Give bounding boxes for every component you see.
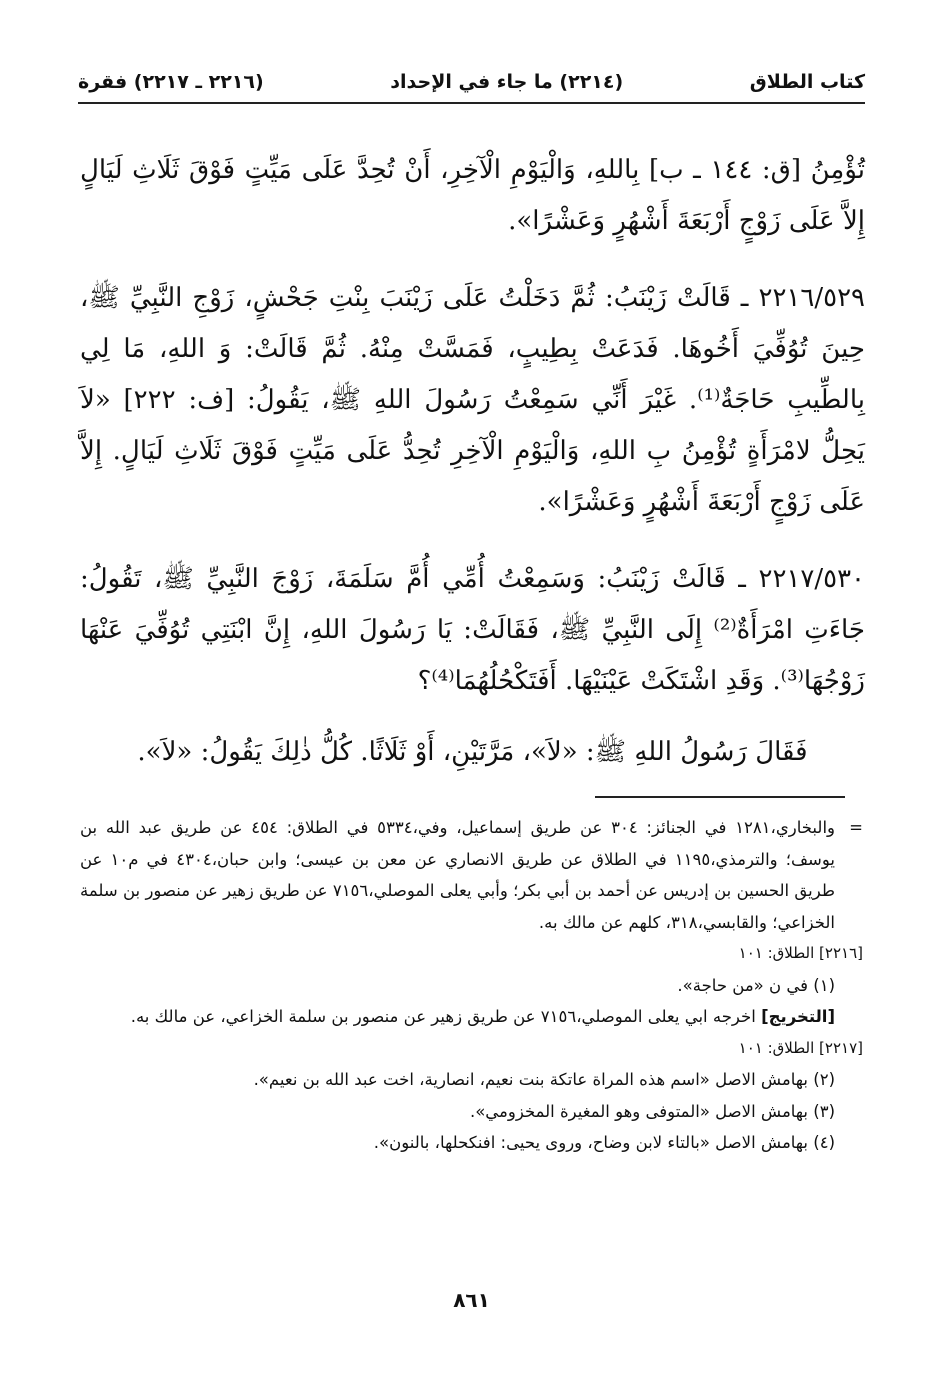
footnote-2: (٢) بهامش الاصل «اسم هذه المراة عاتكة بنت نعيم، انصارية، اخت عبد الله بن نعيم».	[253, 1070, 835, 1089]
footnotes	[80, 812, 863, 1159]
header-chapter-title: (٢٢١٤) ما جاء في الإحداد	[390, 71, 624, 93]
header-paragraph-range: (٢٢١٦ ـ ٢٢١٧) فقرة	[78, 71, 264, 93]
main-text	[80, 145, 865, 778]
takhrij-note	[80, 1001, 863, 1033]
continuation-text: والبخاري،١٢٨١ في الجنائز: ٣٠٤ عن طريق إسماعيل، وفي،٥٣٣٤ في الطلاق: ٤٥٤ عن طريق عبد الله بن يوسف؛ والترمذي،١١٩٥ في الطلاق عن طريق الانصاري عن معن بن عيسى؛ وابن حبان،٤٣٠٤ في م١٠ عن طريق الحسين بن إدريس عن أحمد بن أبي بكر؛ وأبي يعلى الموصلي،٧١٥٦ عن طريق زهير عن منصور بن سلمة الخزاعي؛ والقابسي،٣١٨، كلهم عن مالك به.	[80, 818, 835, 932]
reference-2217: [٢٢١٧] الطلاق: ١٠١	[738, 1038, 863, 1057]
hadith-2217-answer: فَقَالَ رَسُولُ اللهِ ﷺ: «لاَ»، مَرَّتَيْنِ، أَوْ ثَلَاثًا. كُلُّ ذٰلِكَ يَقُولُ: «لاَ».	[137, 737, 808, 767]
footnote-3: (٣) بهامش الاصل «المتوفى وهو المغيرة المخزومي».	[469, 1101, 835, 1121]
reference-2216: [٢٢١٦] الطلاق: ١٠١	[738, 944, 863, 962]
page-number: ٨٦١	[453, 1288, 490, 1312]
running-header	[78, 62, 865, 104]
takhrij-text: اخرجه ابي يعلى الموصلي،٧١٥٦ عن طريق زهير عن منصور بن سلمة الخزاعي، عن مالك به.	[130, 1007, 762, 1026]
takhrij-label: [التخريج]	[761, 1007, 835, 1026]
footnote-continuation	[80, 812, 863, 938]
footnote-separator	[595, 796, 845, 798]
footnote-1: (١) في ن «من حاجة».	[677, 975, 835, 995]
hadith-2217: ٢٢١٧/٥٣٠ ـ قَالَتْ زَيْنَبُ: وَسَمِعْتُ أُمِّي أُمَّ سَلَمَةَ، زَوْجَ النَّبِيِّ ﷺ، تَقُولُ: جَاءَتِ امْرَأَةٌ⁽²⁾ إِلَى النَّبِيِّ ﷺ، فَقَالَتْ: يَا رَسُولَ اللهِ، إِنَّ ابْنَتِي تُوُفِّيَ عَنْهَا زَوْجُهَا⁽³⁾. وَقَدِ اشْتَكَتْ عَيْنَيْهَا. أَفَتَكْحُلُهُمَا⁽⁴⁾؟	[80, 564, 865, 696]
continuation-mark: =	[849, 818, 863, 837]
hadith-continuation: تُؤْمِنُ [ق: ١٤٤ ـ ب] بِاللهِ، وَالْيَوْمِ الْآخِرِ، أَنْ تُحِدَّ عَلَى مَيِّتٍ فَوْقَ ثَلَاثِ لَيَالٍ إِلاَّ عَلَى زَوْجٍ أَرْبَعَةَ أَشْهُرٍ وَعَشْرًا».	[80, 155, 865, 236]
footnote-4: (٤) بهامش الاصل «بالتاء لابن وضاح، وروى يحيى: افنكحلها، بالنون».	[373, 1133, 835, 1152]
hadith-2216: ٢٢١٦/٥٢٩ ـ قَالَتْ زَيْنَبُ: ثُمَّ دَخَلْتُ عَلَى زَيْنَبَ بِنْتِ جَحْشٍ، زَوْجِ النَّبِيِّ ﷺ، حِينَ تُوُفِّيَ أَخُوهَا. فَدَعَتْ بِطِيبٍ، فَمَسَّتْ مِنْهُ. ثُمَّ قَالَتْ: وَ اللهِ، مَا لِي بِالطِّيبِ حَاجَةٌ⁽¹⁾. غَيْرَ أَنِّي سَمِعْتُ رَسُولَ اللهِ ﷺ، يَقُولُ: [ف: ٢٢٢] «لاَ يَحِلُّ لامْرَأَةٍ تُؤْمِنُ بِ اللهِ، وَالْيَوْمِ الْآخِرِ تُحِدُّ عَلَى مَيِّتٍ فَوْقَ ثَلَاثِ لَيَالٍ. إِلاَّ عَلَى زَوْجٍ أَرْبَعَةَ أَشْهُرٍ وَعَشْرًا».	[80, 283, 865, 517]
header-book-title: كتاب الطلاق	[749, 71, 865, 93]
